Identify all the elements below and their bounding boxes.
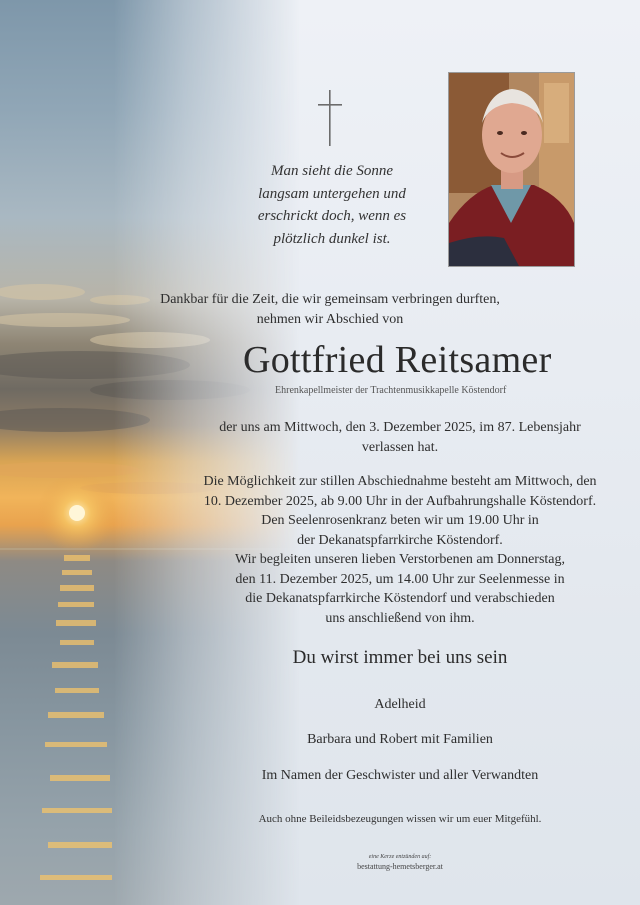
sun-reflection	[40, 555, 112, 880]
intro-line: Dankbar für die Zeit, die wir gemeinsam verbringen durften,	[160, 292, 500, 307]
signer-family: Barbara und Robert mit Familien	[307, 732, 493, 747]
viewing-line: Den Seelenrosenkranz beten wir um 19.00 Uhr in	[261, 513, 539, 529]
portrait-photo	[448, 72, 575, 267]
intro-text	[160, 290, 500, 330]
poem-line: plötzlich dunkel ist.	[273, 230, 391, 247]
funeral-line: den 11. Dezember 2025, um 14.00 Uhr zur Seelenmesse in	[235, 571, 565, 587]
cross-icon	[318, 90, 342, 146]
signer-adelheid: Adelheid	[374, 697, 426, 712]
poem-line: langsam untergehen und	[258, 185, 406, 202]
funeral-line: Wir begleiten unseren lieben Verstorbenen am Donnerstag,	[234, 552, 565, 567]
candle-label: eine Kerze entzünden auf:	[368, 854, 432, 860]
poem-line: erschrickt doch, wenn es	[257, 208, 407, 224]
signer-relatives: Im Namen der Geschwister und aller Verwandten	[261, 768, 539, 783]
intro-line: nehmen wir Abschied von	[256, 312, 404, 327]
candle-info	[150, 852, 640, 872]
farewell-line: Du wirst immer bei uns sein	[292, 647, 508, 668]
condolence-note: Auch ohne Beileidsbezeugungen wissen wir um euer Mitgefühl.	[258, 813, 542, 825]
viewing-info	[170, 472, 630, 550]
poem-line: Man sieht die Sonne	[270, 163, 394, 179]
funeral-info	[170, 550, 630, 628]
death-line: verlassen hat.	[361, 439, 439, 455]
deceased-title: Ehrenkapellmeister der Trachtenmusikkapelle Köstendorf	[275, 385, 507, 396]
funeral-line: uns anschließend von ihm.	[325, 610, 475, 626]
viewing-line: der Dekanatspfarrkirche Köstendorf.	[297, 532, 503, 548]
candle-link[interactable]: bestattung-hemetsberger.at	[357, 862, 443, 871]
death-line: der uns am Mittwoch, den 3. Dezember 2025, im 87. Lebensjahr	[219, 420, 581, 435]
viewing-line: 10. Dezember 2025, ab 9.00 Uhr in der Aufbahrungshalle Köstendorf.	[203, 493, 597, 509]
poem	[232, 160, 432, 250]
viewing-line: Die Möglichkeit zur stillen Abschiednahme besteht am Mittwoch, den	[203, 474, 597, 489]
funeral-line: die Dekanatspfarrkirche Köstendorf und verabschieden	[245, 591, 555, 607]
death-notice	[170, 418, 630, 457]
deceased-name: Gottfried Reitsamer	[243, 339, 552, 381]
